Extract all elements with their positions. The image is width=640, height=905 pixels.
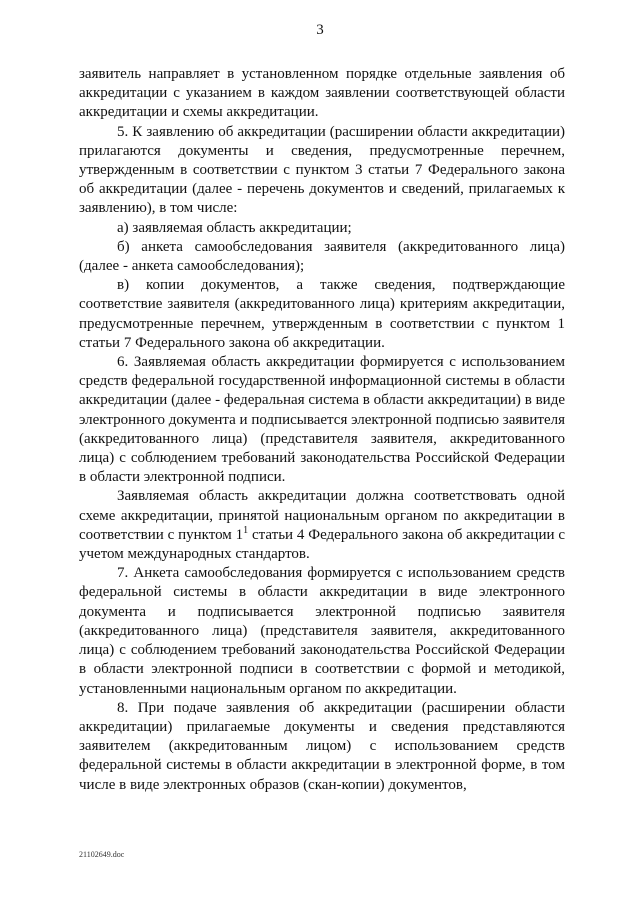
- paragraph-8: 8. При подаче заявления об аккредитации (расширении области аккредитации) прилагаемые документы и сведения представляются заявителем (аккредитованным лицом) с использованием средств федеральной системы в области аккредитации в электронной форме, в том числе в виде электронных образов (скан-копии) документов,: [79, 699, 565, 793]
- page-number: 3: [316, 22, 324, 38]
- paragraph-5a: а) заявляемая область аккредитации;: [117, 219, 352, 236]
- paragraph-6-scheme: [79, 487, 565, 564]
- paragraph-5b: б) анкета самообследования заявителя (аккредитованного лица) (далее - анкета самообследования);: [79, 238, 565, 275]
- paragraph-6-scheme-text-before: Заявляемая область аккредитации должна соответствовать одной схеме аккредитации, принятой национальным органом по аккредитации в соответствии с пунктом 1: [79, 488, 565, 543]
- paragraph-6-scheme-text-after: статьи 4 Федерального закона об аккредитации с учетом международных стандартов.: [79, 526, 566, 563]
- paragraph-5: 5. К заявлению об аккредитации (расширении области аккредитации) прилагаются документы и сведения, предусмотренные перечнем, утвержденным в соответствии с пунктом 3 статьи 7 Федерального закона об аккредитации (далее - перечень документов и сведений, прилагаемых к заявлению), в том числе:: [79, 123, 565, 217]
- superscript-marker: 1: [243, 524, 249, 536]
- file-name-footer: 21102649.doc: [79, 850, 125, 859]
- paragraph-6: 6. Заявляемая область аккредитации формируется с использованием средств федеральной государственной информационной системы в области аккредитации (далее - федеральная система в области аккредитации) в виде электронного документа и подписывается электронной подписью заявителя (аккредитованного лица) (представителя заявителя, аккредитованного лица) с соблюдением требований законодательства Российской Федерации в области электронной подписи.: [79, 354, 565, 486]
- document-body: [79, 65, 565, 795]
- paragraph-5v: в) копии документов, а также сведения, подтверждающие соответствие заявителя (аккредитованного лица) критериям аккредитации, предусмотренные перечнем, утвержденным в соответствии с пунктом 1 статьи 7 Федерального закона об аккредитации.: [79, 277, 565, 351]
- paragraph-continuation: заявитель направляет в установленном порядке отдельные заявления об аккредитации с указанием в каждом заявлении соответствующей области аккредитации и схемы аккредитации.: [79, 66, 565, 121]
- paragraph-7: 7. Анкета самообследования формируется с использованием средств федеральной системы в области аккредитации в виде электронного документа и подписывается электронной подписью заявителя (аккредитованного лица) (представителя заявителя, аккредитованного лица) с соблюдением требований законодательства Российской Федерации в области электронной подписи в соответствии с формой и методикой, установленными национальным органом по аккредитации.: [79, 565, 565, 697]
